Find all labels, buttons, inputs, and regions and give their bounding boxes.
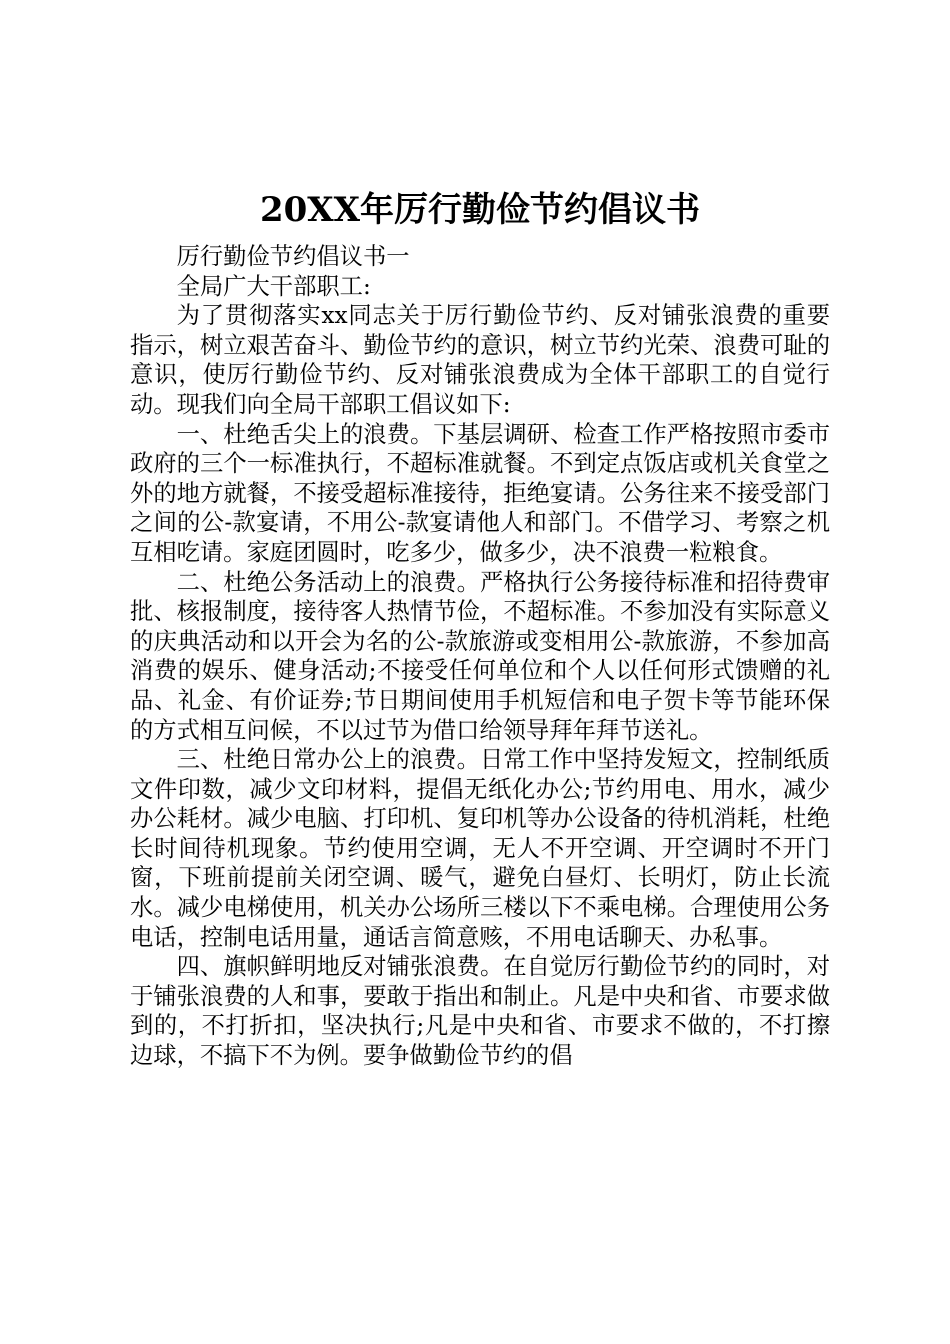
document-title: 20XX年厉行勤俭节约倡议书: [259, 190, 701, 230]
subtitle-paragraph: 厉行勤俭节约倡议书一: [176, 243, 410, 270]
point-one-paragraph: 一、杜绝舌尖上的浪费。下基层调研、检查工作严格按照市委市政府的三个一标准执行，不超标准就餐。不到定点饭店或机关食堂之外的地方就餐，不接受超标准接待，拒绝宴请。公务往来不接受部门之间的公-款宴请，不用公-款宴请他人和部门。不借学习、考察之机互相吃请。家庭团圆时，吃多少，做多少，决不浪费一粒粮食。: [130, 420, 830, 566]
intro-paragraph: 为了贯彻落实xx同志关于厉行勤俭节约、反对铺张浪费的重要指示，树立艰苦奋斗、勤俭节约的意识，树立节约光荣、浪费可耻的意识，使厉行勤俭节约、反对铺张浪费成为全体干部职工的自觉行动。现我们向全局干部职工倡议如下:: [130, 302, 830, 418]
point-three-paragraph: 三、杜绝日常办公上的浪费。日常工作中坚持发短文，控制纸质文件印数，减少文印材料，提倡无纸化办公;节约用电、用水，减少办公耗材。减少电脑、打印机、复印机等办公设备的待机消耗，杜绝长时间待机现象。节约使用空调，无人不开空调、开空调时不开门窗，下班前提前关闭空调、暖气，避免白昼灯、长明灯，防止长流水。减少电梯使用，机关办公场所三楼以下不乘电梯。合理使用公务电话，控制电话用量，通话言简意赅，不用电话聊天、办私事。: [130, 746, 830, 951]
point-four-paragraph: 四、旗帜鲜明地反对铺张浪费。在自觉厉行勤俭节约的同时，对于铺张浪费的人和事，要敢于指出和制止。凡是中央和省、市要求做到的，不打折扣，坚决执行;凡是中央和省、市要求不做的，不打擦边球，不搞下不为例。要争做勤俭节约的倡: [130, 953, 830, 1070]
salutation-paragraph: 全局广大干部职工:: [176, 272, 371, 300]
point-two-paragraph: 二、杜绝公务活动上的浪费。严格执行公务接待标准和招待费审批、核报制度，接待客人热情节俭，不超标准。不参加没有实际意义的庆典活动和以开会为名的公-款旅游或变相用公-款旅游，不参加高消费的娱乐、健身活动;不接受任何单位和个人以任何形式馈赠的礼品、礼金、有价证券;节日期间使用手机短信和电子贺卡等节能环保的方式相互问候，不以过节为借口给领导拜年拜节送礼。: [130, 568, 830, 744]
document-page: [130, 188, 830, 1071]
